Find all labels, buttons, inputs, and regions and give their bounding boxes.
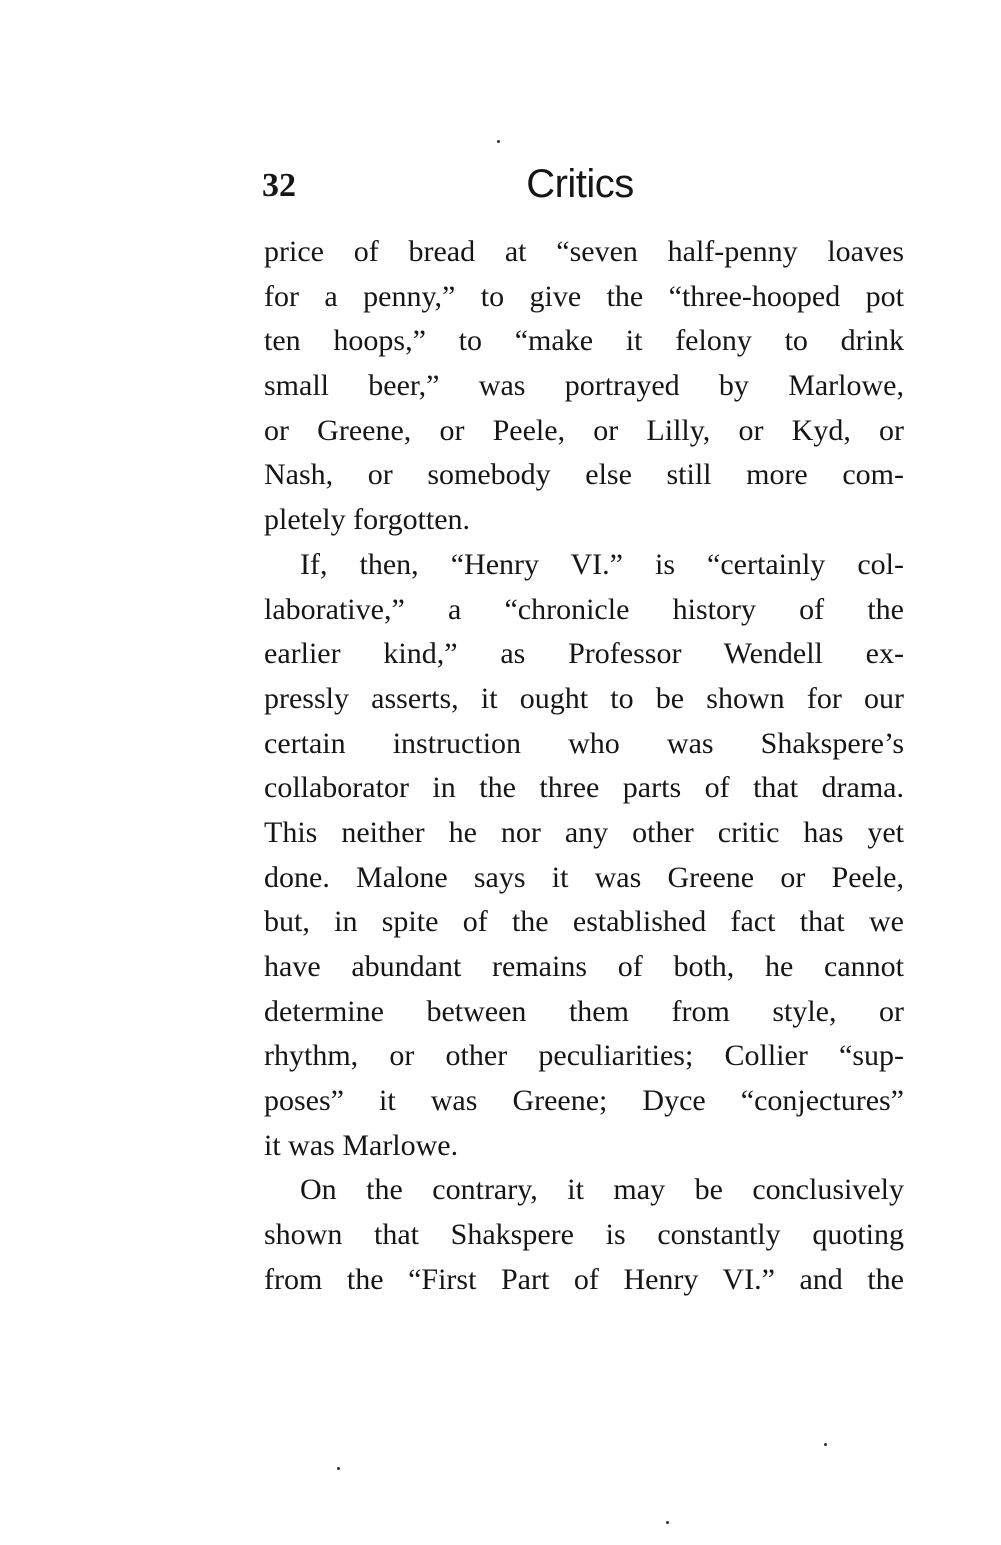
paragraph <box>264 1168 904 1302</box>
scan-speck <box>337 1467 340 1470</box>
text-line: price of bread at “seven half-penny loaves <box>264 235 904 268</box>
scan-speck <box>824 1443 827 1446</box>
text-line: determine between them from style, or <box>264 994 904 1028</box>
running-title: Critics <box>526 162 634 206</box>
text-line: pletely forgotten. <box>264 503 471 537</box>
text-line: but, in spite of the established fact that we <box>264 905 904 939</box>
text-line: poses” it was Greene; Dyce “conjectures” <box>264 1084 904 1118</box>
paragraph <box>264 543 904 1169</box>
text-line: or Greene, or Peele, or Lilly, or Kyd, or <box>264 413 904 447</box>
text-line: shown that Shakspere is constantly quoting <box>264 1218 904 1252</box>
text-line: it was Marlowe. <box>264 1128 459 1162</box>
text-line: ten hoops,” to “make it felony to drink <box>264 324 904 358</box>
text-line: earlier kind,” as Professor Wendell ex- <box>264 637 904 671</box>
page-number: 32 <box>262 167 296 204</box>
text-line: small beer,” was portrayed by Marlowe, <box>264 369 904 403</box>
scan-speck <box>497 140 500 143</box>
text-line: On the contrary, it may be conclusively <box>300 1173 904 1207</box>
text-line: pressly asserts, it ought to be shown for our <box>264 681 904 715</box>
scan-speck <box>666 1521 669 1524</box>
text-line: certain instruction who was Shakspere’s <box>264 726 904 760</box>
text-line: This neither he nor any other critic has yet <box>264 815 904 849</box>
text-line: have abundant remains of both, he cannot <box>264 950 904 983</box>
text-line: If, then, “Henry VI.” is “certainly col- <box>300 547 904 581</box>
text-line: collaborator in the three parts of that drama. <box>264 771 904 805</box>
paragraph <box>264 230 904 543</box>
text-line: rhythm, or other peculiarities; Collier “sup- <box>264 1039 904 1073</box>
text-line: laborative,” a “chronicle history of the <box>264 592 904 626</box>
text-line: done. Malone says it was Greene or Peele, <box>264 860 904 894</box>
text-line: Nash, or somebody else still more com- <box>264 458 904 492</box>
body-text <box>264 230 904 1303</box>
text-line: for a penny,” to give the “three-hooped pot <box>264 279 904 313</box>
text-line: from the “First Part of Henry VI.” and the <box>264 1262 904 1296</box>
